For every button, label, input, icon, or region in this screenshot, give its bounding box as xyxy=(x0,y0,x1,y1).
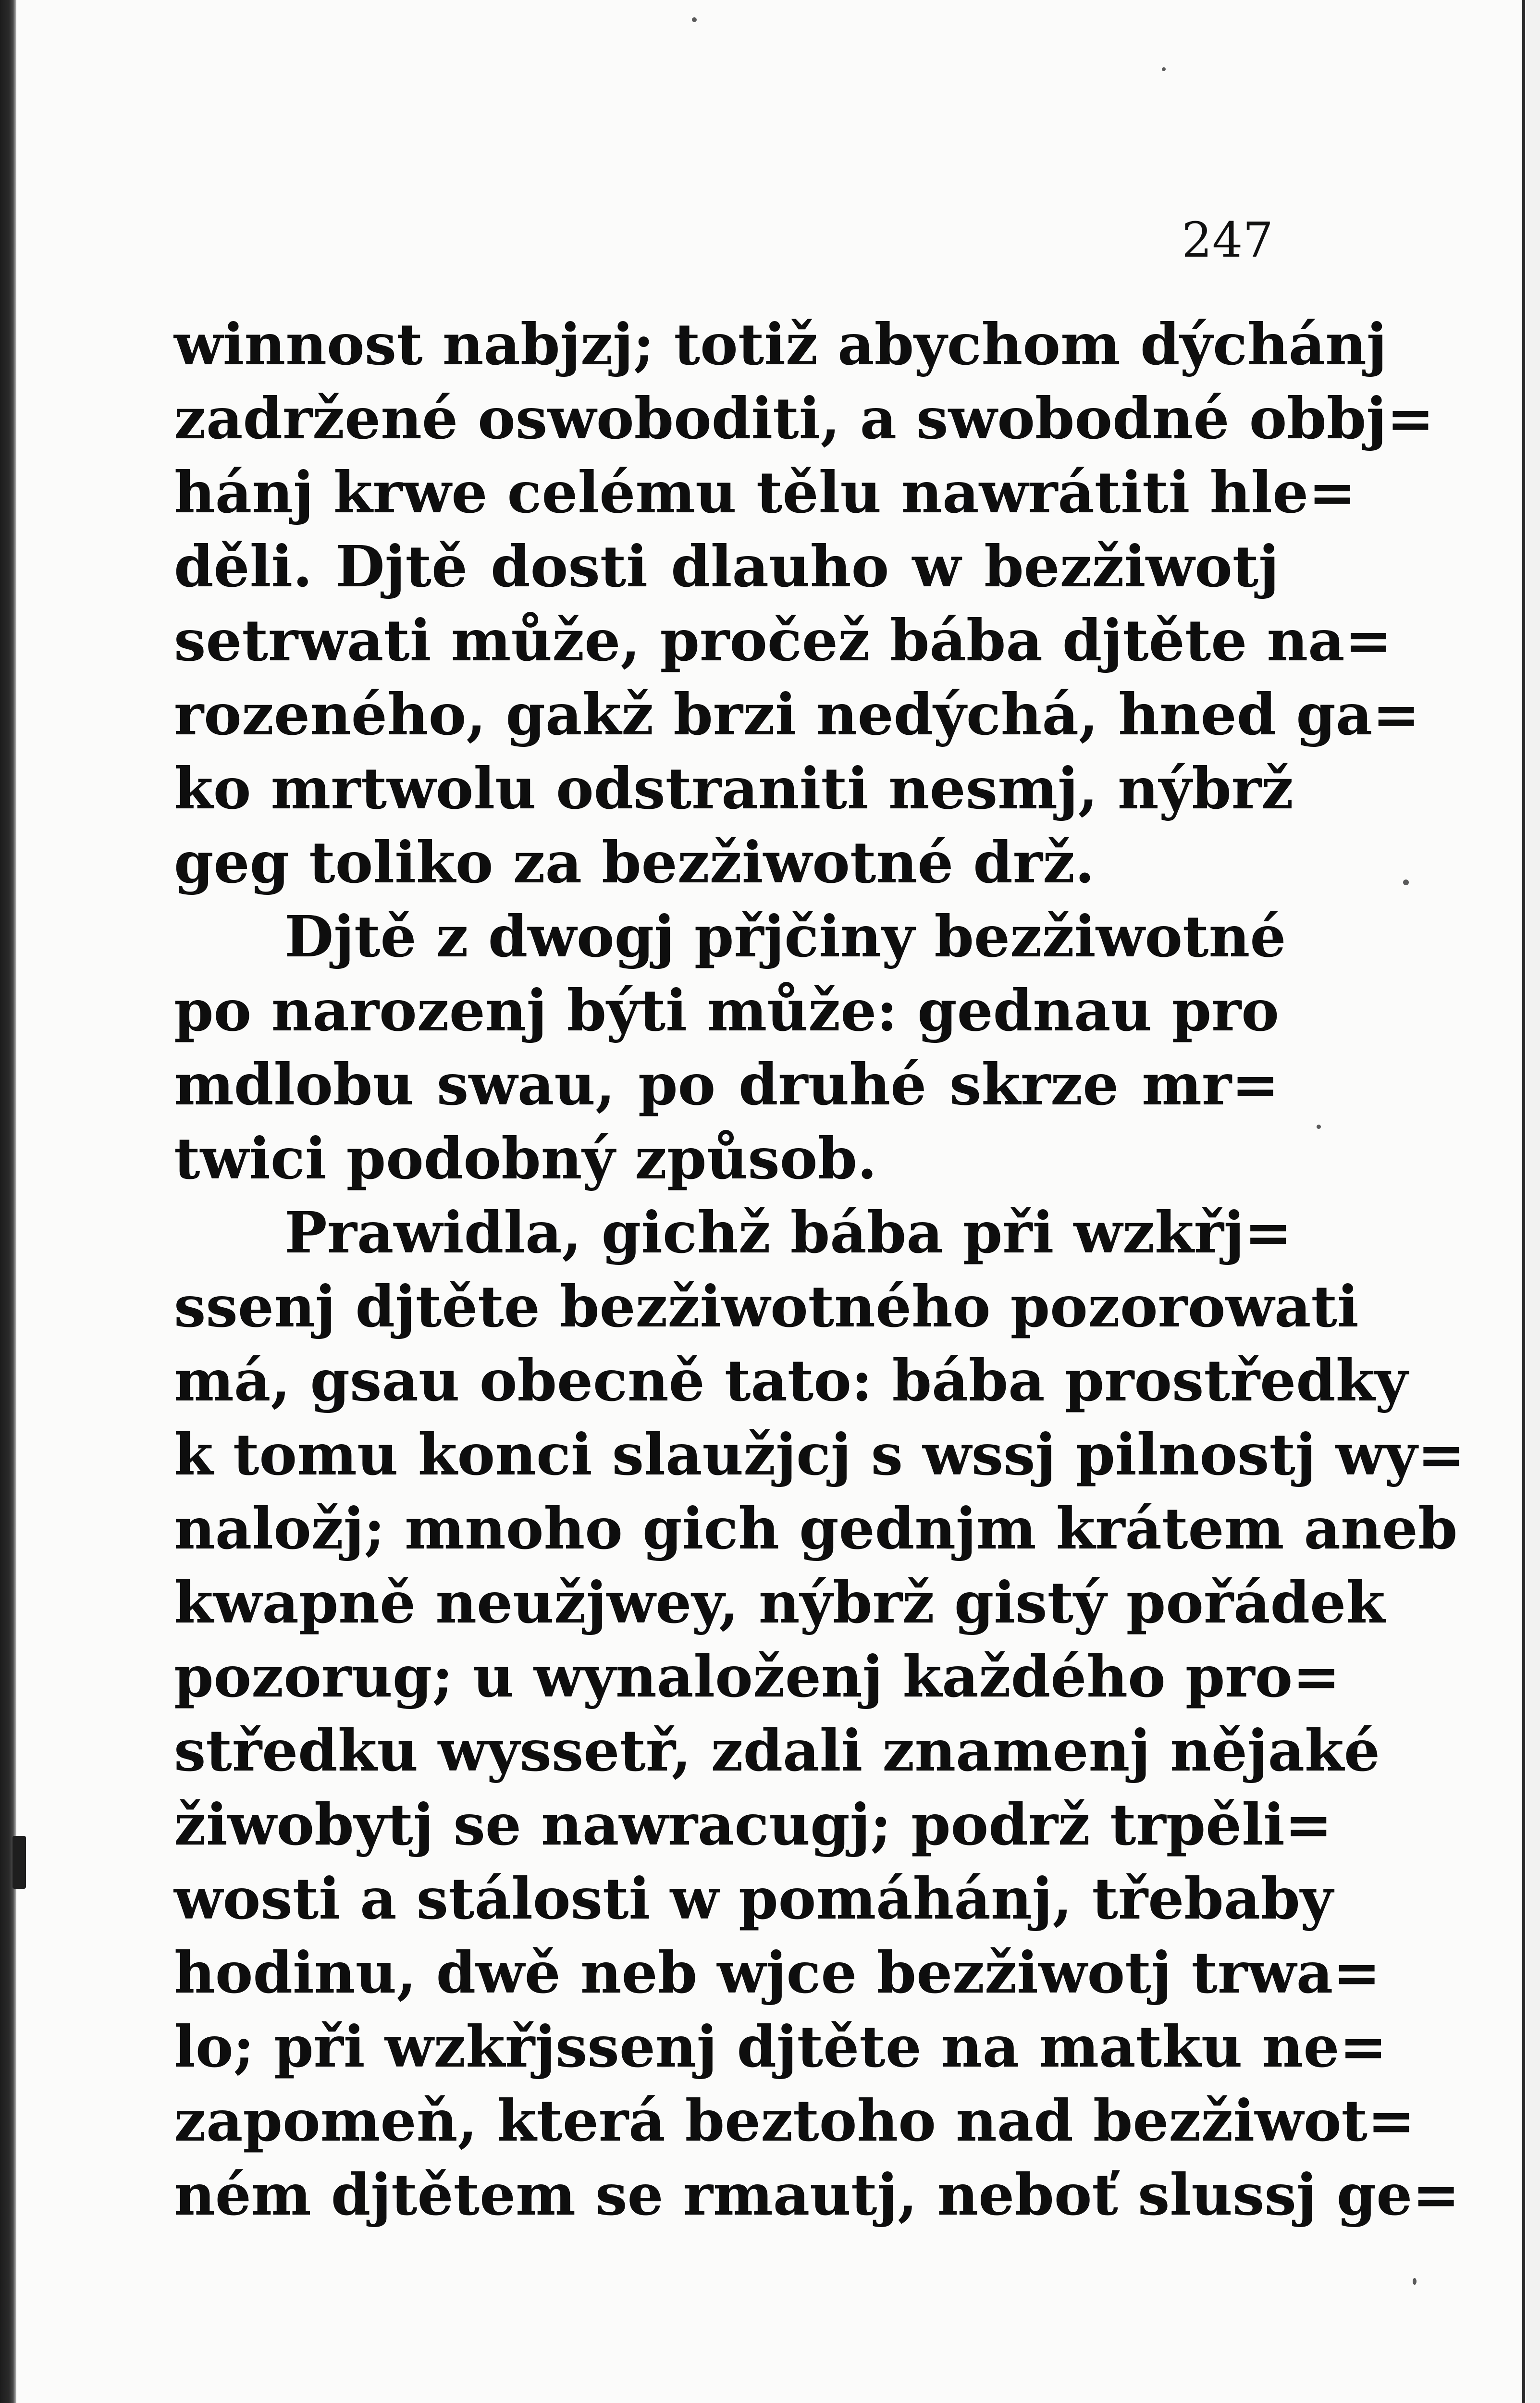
paragraph xyxy=(174,308,1434,900)
text-line: twici podobný způsob. xyxy=(174,1125,877,1192)
text-line: k tomu konci slaužjcj s wssj pilnostj wy= xyxy=(174,1421,1465,1488)
text-line: ném djtětem se rmautj, neboť slussj ge= xyxy=(174,2161,1460,2228)
page-number: 247 xyxy=(1182,212,1273,268)
paper-speck xyxy=(692,17,697,22)
text-line: rozeného, gakž brzi nedýchá, hned ga= xyxy=(174,681,1420,748)
text-line: pozorug; u wynaloženj každého pro= xyxy=(174,1643,1341,1710)
text-body xyxy=(174,308,1465,2232)
text-line: naložj; mnoho gich gednjm krátem aneb xyxy=(174,1495,1458,1562)
text-line: mdlobu swau, po druhé skrze mr= xyxy=(174,1051,1279,1118)
right-margin xyxy=(1525,0,1540,2403)
text-line: zadržené oswoboditi, a swobodné obbj= xyxy=(174,385,1434,452)
text-line: setrwati může, pročež bába djtěte na= xyxy=(174,607,1392,674)
text-line: geg toliko za bezžiwotné drž. xyxy=(174,829,1095,896)
text-line: kwapně neužjwey, nýbrž gistý pořádek xyxy=(174,1569,1385,1636)
paper-speck xyxy=(1413,2278,1417,2285)
text-line: středku wyssetř, zdali znamenj nějaké xyxy=(174,1717,1380,1784)
text-line: hodinu, dwě neb wjce bezžiwotj trwa= xyxy=(174,1939,1381,2006)
text-line: má, gsau obecně tato: bába prostředky xyxy=(174,1347,1408,1414)
text-line: wosti a stálosti w pomáhánj, třebaby xyxy=(174,1865,1333,1932)
paper-speck xyxy=(1403,879,1409,885)
text-line: zapomeň, která beztoho nad bezžiwot= xyxy=(174,2087,1415,2154)
paragraph xyxy=(174,1196,1465,2232)
text-line: winnost nabjzj; totiž abychom dýchánj xyxy=(174,311,1387,378)
text-line: děli. Djtě dosti dlauho w bezžiwotj xyxy=(174,533,1279,600)
text-line: ssenj djtěte bezžiwotného pozorowati xyxy=(174,1273,1359,1340)
text-line: Prawidla, gichž bába při wzkřj= xyxy=(284,1199,1292,1266)
text-line: žiwobytj se nawracugj; podrž trpěli= xyxy=(174,1791,1332,1858)
text-line: po narozenj býti může: gednau pro xyxy=(174,977,1279,1044)
binding-notch xyxy=(12,1836,26,1889)
text-line: lo; při wzkřjssenj djtěte na matku ne= xyxy=(174,2013,1387,2080)
binding-edge xyxy=(0,0,16,2403)
text-line: Djtě z dwogj přjčiny bezžiwotné xyxy=(284,903,1286,970)
text-line: ko mrtwolu odstraniti nesmj, nýbrž xyxy=(174,755,1294,822)
text-line: hánj krwe celému tělu nawrátiti hle= xyxy=(174,459,1356,526)
paragraph xyxy=(174,900,1286,1196)
paper-speck xyxy=(1162,67,1166,71)
paper-speck xyxy=(1317,1125,1321,1129)
